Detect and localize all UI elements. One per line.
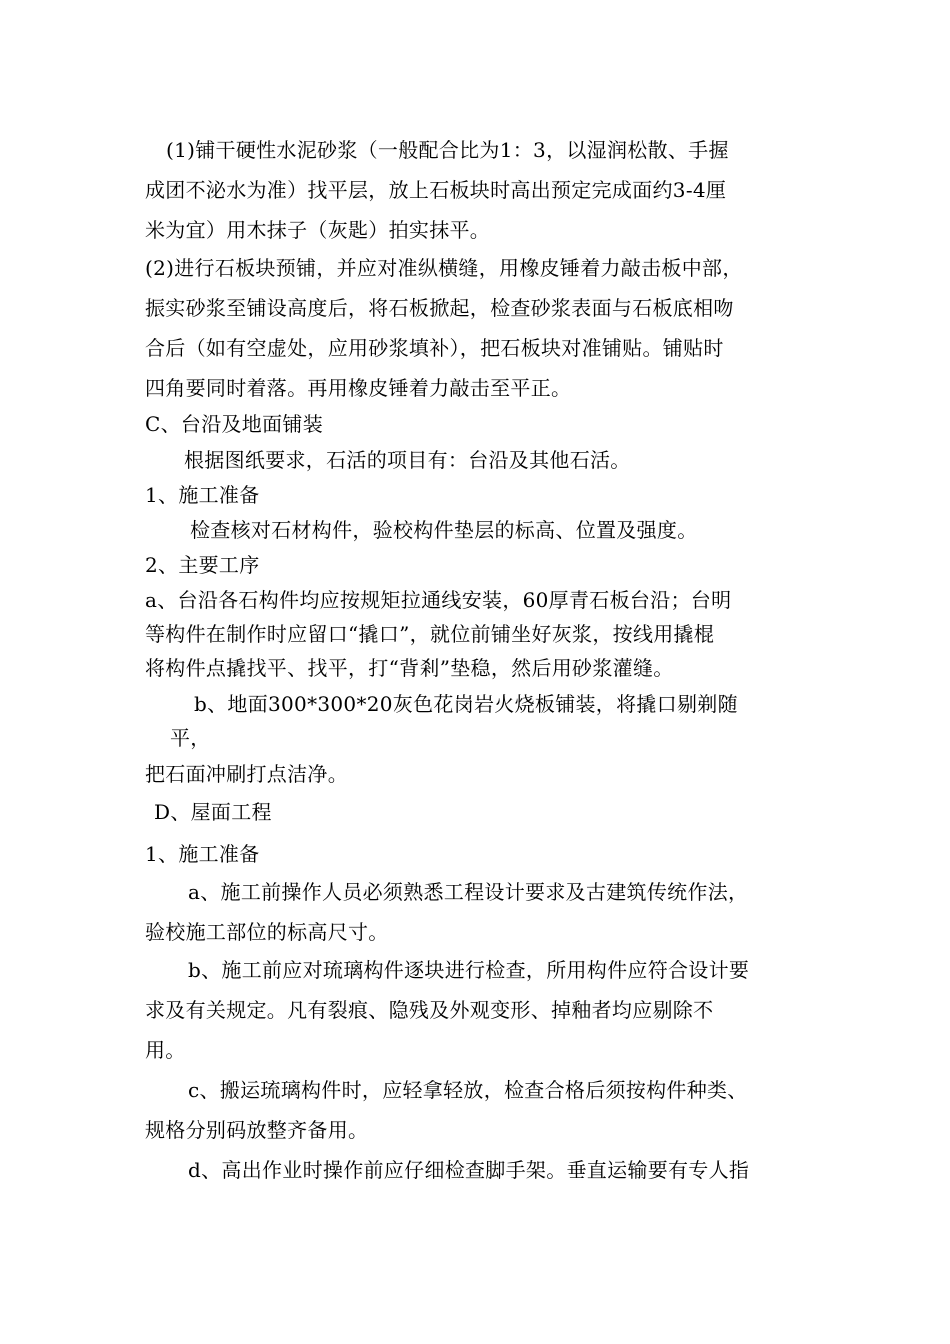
text-line-18: 把石面冲刷打点洁净。 bbox=[145, 762, 348, 786]
text-line-21: a、施工前操作人员必须熟悉工程设计要求及古建筑传统作法， bbox=[188, 880, 749, 904]
subheading-prep-1: 1、施工准备 bbox=[145, 483, 260, 507]
text-line-9: 根据图纸要求，石活的项目有：台沿及其他石活。 bbox=[184, 448, 631, 472]
text-line-15: 将构件点撬找平、找平，打“背剎”垫稳，然后用砂浆灌缝。 bbox=[145, 656, 674, 680]
text-line-23: b、施工前应对琉璃构件逐块进行检查，所用构件应符合设计要 bbox=[188, 958, 750, 982]
text-line-16: b、地面300*300*20灰色花岗岩火烧板铺装，将撬口剔剃随 bbox=[194, 692, 738, 716]
text-line-13: a、台沿各石构件均应按规矩拉通线安装，60厚青石板台沿；台明 bbox=[145, 588, 732, 612]
text-line-22: 验校施工部位的标高尺寸。 bbox=[145, 920, 389, 944]
text-line-28: d、高出作业时操作前应仔细检查脚手架。垂直运输要有专人指 bbox=[188, 1158, 750, 1182]
text-line-27: 规格分别码放整齐备用。 bbox=[145, 1118, 369, 1142]
text-line-6: 合后（如有空虚处，应用砂浆填补），把石板块对准铺贴。铺贴时 bbox=[145, 336, 724, 360]
text-line-14: 等构件在制作时应留口“撬口”，就位前铺坐好灰浆，按线用撬棍 bbox=[145, 622, 715, 646]
text-line-26: c、搬运琉璃构件时，应轻拿轻放，检查合格后须按构件种类、 bbox=[188, 1078, 748, 1102]
text-line-17: 平， bbox=[170, 726, 211, 750]
text-line-24: 求及有关规定。凡有裂痕、隐残及外观变形、掉釉者均应剔除不 bbox=[145, 998, 714, 1022]
text-line-25: 用。 bbox=[145, 1038, 186, 1062]
text-line-2: 成团不泌水为准）找平层，放上石板块时高出预定完成面约3-4厘 bbox=[145, 178, 727, 202]
text-line-5: 振实砂浆至铺设高度后，将石板掀起，检查砂浆表面与石板底相吻 bbox=[145, 296, 734, 320]
subheading-process-2: 2、主要工序 bbox=[145, 553, 260, 577]
subheading-prep-1b: 1、施工准备 bbox=[145, 842, 260, 866]
text-line-3: 米为宜）用木抹子（灰匙）拍实抹平。 bbox=[145, 218, 491, 242]
text-line-7: 四角要同时着落。再用橡皮锤着力敲击至平正。 bbox=[145, 376, 572, 400]
section-heading-d: D、屋面工程 bbox=[154, 800, 272, 824]
text-line-1: (1)铺干硬性水泥砂浆（一般配合比为1：3，以湿润松散、手握 bbox=[166, 138, 729, 162]
text-line-11: 检查核对石材构件，验校构件垫层的标高、位置及强度。 bbox=[190, 518, 698, 542]
section-heading-c: C、台沿及地面铺装 bbox=[145, 412, 324, 436]
text-line-4: (2)进行石板块预铺，并应对准纵横缝，用橡皮锤着力敲击板中部， bbox=[145, 256, 743, 280]
